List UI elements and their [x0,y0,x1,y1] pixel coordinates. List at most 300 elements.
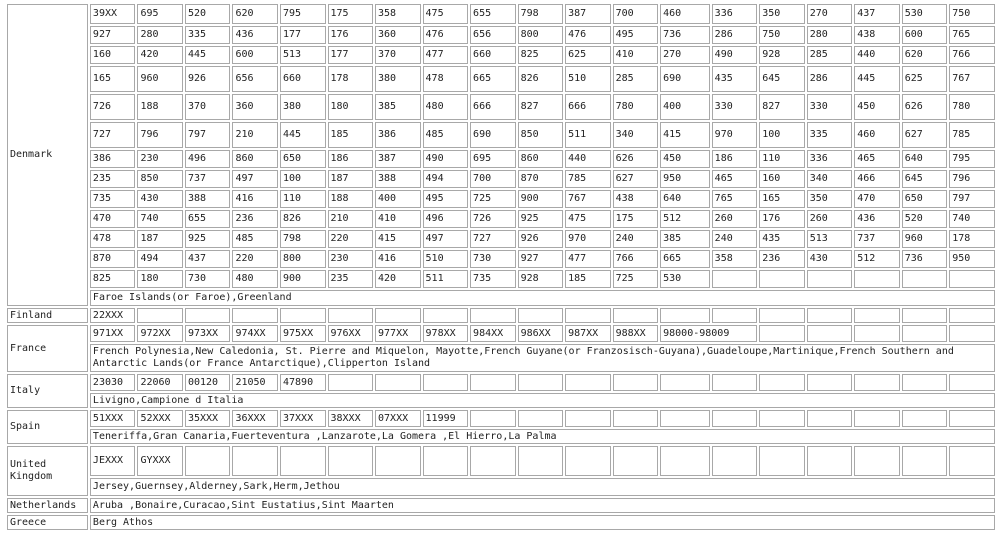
postal-code-cell: 870 [518,170,564,188]
postal-code-cell: 450 [854,94,900,120]
postal-code-cell: 490 [712,46,758,64]
postal-code-cell: 797 [949,190,995,208]
postal-code-cell: 740 [949,210,995,228]
postal-code-cell: 387 [375,150,421,168]
postal-code-cell: 410 [613,46,659,64]
postal-code-cell: 110 [280,190,326,208]
empty-cell [423,374,469,391]
empty-cell [902,446,948,476]
table-row [7,325,995,342]
postal-code-cell: 220 [328,230,374,248]
postal-code-cell: 626 [613,150,659,168]
empty-cell [759,308,805,323]
postal-code-cell: 727 [90,122,136,148]
empty-cell [232,446,278,476]
postal-code-cell: 420 [375,270,421,288]
postal-code-cell: 973XX [185,325,231,342]
postal-code-cell: 490 [423,150,469,168]
postal-code-cell: 360 [232,94,278,120]
postal-code-cell: 620 [232,4,278,24]
postal-code-cell: 645 [902,170,948,188]
postal-code-cell: 210 [232,122,278,148]
postal-code-cell: 510 [565,66,611,92]
empty-cell [423,446,469,476]
empty-cell [949,446,995,476]
postal-code-cell: 520 [185,4,231,24]
postal-code-cell: 970 [565,230,611,248]
empty-cell [660,374,710,391]
postal-code-cell: 987XX [565,325,611,342]
postal-code-cell: 650 [280,150,326,168]
postal-code-cell: 52XXX [137,410,183,427]
postal-code-cell: 380 [280,94,326,120]
empty-cell [854,374,900,391]
postal-code-cell: 270 [660,46,710,64]
table-row [7,270,995,288]
empty-cell [660,308,710,323]
empty-cell [375,374,421,391]
territory-list: French Polynesia,New Caledonia, St. Pierre and Miquelon, Mayotte,French Guyane(or Franzosisch-Guyana),Guadeloupe,Martinique,French Southern and Antarctic Lands(or France Antarctique),Clipperton Island [90,344,995,372]
postal-code-cell: 765 [712,190,758,208]
territory-row [7,498,995,513]
postal-code-cell: 478 [90,230,136,248]
empty-cell [232,308,278,323]
territory-row [7,478,995,496]
territory-row [7,515,995,530]
country-italy: Italy [7,374,88,408]
postal-code-cell: 665 [660,250,710,268]
table-row [7,308,995,323]
postal-code-cell: 512 [660,210,710,228]
empty-cell [470,374,516,391]
postal-code-cell: 330 [807,94,853,120]
postal-code-cell: 730 [470,250,516,268]
postal-code-cell: 796 [137,122,183,148]
empty-cell [518,410,564,427]
postal-code-cell: 460 [660,4,710,24]
postal-code-cell: 485 [232,230,278,248]
postal-code-cell: 726 [90,94,136,120]
postal-code-cell: 767 [565,190,611,208]
postal-code-cell: 850 [137,170,183,188]
postal-code-cell: 416 [232,190,278,208]
postal-code-cell: 420 [137,46,183,64]
table-row [7,446,995,476]
postal-code-cell: 640 [660,190,710,208]
empty-cell [949,308,995,323]
postal-code-cell: 767 [949,66,995,92]
postal-code-cell: 165 [759,190,805,208]
table-row [7,374,995,391]
postal-code-cell: 928 [759,46,805,64]
postal-code-cell: 110 [759,150,805,168]
territory-row [7,290,995,306]
postal-code-cell: 285 [613,66,659,92]
postal-code-cell: 700 [613,4,659,24]
empty-cell [660,410,710,427]
table-row [7,170,995,188]
postal-code-cell: 476 [423,26,469,44]
postal-code-cell: 38XXX [328,410,374,427]
postal-code-cell: 860 [232,150,278,168]
postal-code-cell: 188 [328,190,374,208]
postal-code-cell: 750 [759,26,805,44]
postal-code-cell: 210 [328,210,374,228]
postal-code-cell: 795 [949,150,995,168]
territory-list: Livigno,Campione d Italia [90,393,995,408]
empty-cell [949,374,995,391]
empty-cell [759,270,805,288]
empty-cell [902,270,948,288]
postal-code-cell: 927 [518,250,564,268]
postal-code-cell: 700 [470,170,516,188]
postal-code-cell: 798 [518,4,564,24]
postal-code-cell: 785 [565,170,611,188]
postal-code-cell: 780 [613,94,659,120]
empty-cell [949,270,995,288]
postal-code-cell: 280 [137,26,183,44]
postal-code-cell: 286 [712,26,758,44]
empty-cell [565,410,611,427]
postal-code-cell: 735 [470,270,516,288]
postal-code-cell: 665 [470,66,516,92]
postal-code-cell: 437 [854,4,900,24]
empty-cell [375,308,421,323]
postal-code-cell: 765 [949,26,995,44]
empty-cell [565,374,611,391]
postal-code-cell: 440 [854,46,900,64]
postal-code-cell: 496 [185,150,231,168]
postal-code-cell: 466 [854,170,900,188]
postal-code-cell: 495 [613,26,659,44]
postal-code-cell: 400 [375,190,421,208]
empty-cell [613,410,659,427]
postal-code-cell: 735 [90,190,136,208]
postal-code-cell: 978XX [423,325,469,342]
postal-code-cell: 974XX [232,325,278,342]
postal-code-cell: 335 [185,26,231,44]
table-row [7,26,995,44]
postal-code-cell: 494 [137,250,183,268]
postal-code-cell: 666 [565,94,611,120]
postal-code-cell: 660 [470,46,516,64]
postal-code-cell: 695 [137,4,183,24]
postal-code-cell: 385 [660,230,710,248]
postal-code-cell: 645 [759,66,805,92]
postal-code-cell: 436 [854,210,900,228]
postal-code-cell: 950 [660,170,710,188]
postal-code-cell: 235 [90,170,136,188]
postal-code-cell: 160 [90,46,136,64]
postal-code-cell: 21050 [232,374,278,391]
empty-cell [949,410,995,427]
empty-cell [328,308,374,323]
empty-cell [660,446,710,476]
postal-code-cell: 416 [375,250,421,268]
postal-code-cell: 666 [470,94,516,120]
empty-cell [328,374,374,391]
postal-code-cell: 175 [328,4,374,24]
empty-cell [854,308,900,323]
postal-code-cell: 870 [90,250,136,268]
postal-code-cell: 236 [232,210,278,228]
empty-cell [375,446,421,476]
postal-code-cell: 465 [712,170,758,188]
postal-code-cell: 350 [759,4,805,24]
empty-cell [759,446,805,476]
empty-cell [902,325,948,342]
empty-cell [328,446,374,476]
empty-cell [854,410,900,427]
postal-code-cell: 695 [470,150,516,168]
postal-code-cell: 497 [232,170,278,188]
postal-code-cell: 736 [660,26,710,44]
postal-code-cell: 415 [375,230,421,248]
postal-code-cell: 380 [375,66,421,92]
empty-cell [280,446,326,476]
postal-code-cell: 740 [137,210,183,228]
empty-cell [518,446,564,476]
postal-code-cell: 178 [328,66,374,92]
postal-code-cell: 655 [185,210,231,228]
table-row [7,94,995,120]
postal-code-cell: 655 [470,4,516,24]
postal-code-cell: 656 [232,66,278,92]
postal-code-cell: 511 [423,270,469,288]
postal-code-cell: 240 [613,230,659,248]
postal-code-cell: 470 [90,210,136,228]
postal-code-cell: 230 [328,250,374,268]
postal-code-cell: 470 [854,190,900,208]
empty-cell [759,410,805,427]
postal-code-cell: 385 [375,94,421,120]
postal-code-cell: 188 [137,94,183,120]
country-united-kingdom: United Kingdom [7,446,88,496]
empty-cell [712,308,758,323]
country-netherlands: Netherlands [7,498,88,513]
postal-code-cell: 976XX [328,325,374,342]
postal-code-cell: 280 [807,26,853,44]
empty-cell [185,308,231,323]
postal-code-cell: 236 [759,250,805,268]
postal-code-cell: 178 [949,230,995,248]
postal-code-cell: 510 [423,250,469,268]
empty-cell [759,325,805,342]
postal-code-cell: 926 [185,66,231,92]
postal-code-cell: 39XX [90,4,136,24]
empty-cell [902,374,948,391]
postal-code-cell: 925 [518,210,564,228]
postal-code-cell: 795 [280,4,326,24]
postal-code-cell: 100 [759,122,805,148]
country-greece: Greece [7,515,88,530]
postal-code-cell: 860 [518,150,564,168]
empty-cell [470,308,516,323]
empty-cell [137,308,183,323]
postal-code-cell: 440 [565,150,611,168]
empty-cell [470,446,516,476]
empty-cell [854,270,900,288]
empty-cell [712,374,758,391]
postal-code-cell: 497 [423,230,469,248]
postal-code-cell: 512 [854,250,900,268]
postal-code-cell: 387 [565,4,611,24]
table-row [7,122,995,148]
postal-code-cell: 386 [375,122,421,148]
postal-code-cell: 736 [902,250,948,268]
postal-code-cell: 925 [185,230,231,248]
postal-code-cell: 445 [280,122,326,148]
postal-code-cell: 750 [949,4,995,24]
postal-code-cell: 640 [902,150,948,168]
postal-code-cell: 358 [375,4,421,24]
postal-code-cell: 960 [902,230,948,248]
postal-code-cell: 400 [660,94,710,120]
postal-code-cell: 971XX [90,325,136,342]
postal-code-cell: 430 [807,250,853,268]
postal-code-cell: 438 [613,190,659,208]
empty-cell [807,446,853,476]
postal-code-cell: 975XX [280,325,326,342]
postal-code-cell: 656 [470,26,516,44]
postal-code-cell: 900 [280,270,326,288]
postal-code-cell: 336 [807,150,853,168]
postal-code-cell: 827 [518,94,564,120]
postal-code-cell: 926 [518,230,564,248]
postal-code-cell: 370 [375,46,421,64]
postal-code-cell: 900 [518,190,564,208]
postal-code-cell: 186 [328,150,374,168]
postal-code-cell: 827 [759,94,805,120]
postal-code-cell: 260 [807,210,853,228]
postal-code-cell: 180 [137,270,183,288]
postal-code-cell: 340 [613,122,659,148]
postal-code-cell: 436 [232,26,278,44]
postal-code-cell: 185 [328,122,374,148]
postal-code-cell: 11999 [423,410,469,427]
postal-code-cell: 475 [423,4,469,24]
postal-code-cell: 798 [280,230,326,248]
postal-code-cell: 797 [185,122,231,148]
empty-cell [712,270,758,288]
postal-code-cell: 988XX [613,325,659,342]
empty-cell [902,410,948,427]
postal-code-cell: 796 [949,170,995,188]
postal-code-cell: 388 [185,190,231,208]
postal-code-cell: 240 [712,230,758,248]
postal-code-cell: 438 [854,26,900,44]
territory-list: Faroe Islands(or Faroe),Greenland [90,290,995,306]
postal-code-cell: 415 [660,122,710,148]
postal-code-cell: 785 [949,122,995,148]
postal-code-cell: 690 [660,66,710,92]
table-row [7,66,995,92]
empty-cell [518,374,564,391]
postal-code-cell: 230 [137,150,183,168]
postal-code-cell: 520 [902,210,948,228]
postal-code-cell: 511 [565,122,611,148]
territory-list: Aruba ,Bonaire,Curacao,Sint Eustatius,Sint Maarten [90,498,995,513]
postal-code-cell: 495 [423,190,469,208]
empty-cell [854,325,900,342]
territory-list: Teneriffa,Gran Canaria,Fuerteventura ,Lanzarote,La Gomera ,El Hierro,La Palma [90,429,995,444]
postal-code-cell: 480 [423,94,469,120]
empty-cell [565,446,611,476]
postal-code-cell: 340 [807,170,853,188]
postal-code-cell: 430 [137,190,183,208]
postal-code-cell: 780 [949,94,995,120]
empty-cell [565,308,611,323]
postal-code-cell: 825 [518,46,564,64]
empty-cell [807,308,853,323]
postal-code-cell: 370 [185,94,231,120]
territory-row [7,429,995,444]
postal-code-cell: 984XX [470,325,516,342]
postal-code-cell: 360 [375,26,421,44]
postal-code-cell: 737 [185,170,231,188]
postal-code-cell: 187 [137,230,183,248]
table-row [7,250,995,268]
postal-code-cell: 627 [902,122,948,148]
postal-code-cell: 476 [565,26,611,44]
empty-cell [470,410,516,427]
postal-code-cell: 186 [712,150,758,168]
empty-cell [712,410,758,427]
postal-code-cell: 445 [854,66,900,92]
postal-code-cell: 176 [328,26,374,44]
postal-code-cell: JEXXX [90,446,136,476]
postal-code-cell: 175 [613,210,659,228]
postal-code-cell: 600 [902,26,948,44]
postal-code-cell: 465 [854,150,900,168]
empty-cell [185,446,231,476]
empty-cell [902,308,948,323]
postal-code-cell: 826 [518,66,564,92]
table-row [7,190,995,208]
postal-code-cell: 445 [185,46,231,64]
country-france: France [7,325,88,372]
empty-cell [949,325,995,342]
postal-code-cell: 737 [854,230,900,248]
empty-cell [807,325,853,342]
postal-code-cell: 494 [423,170,469,188]
postal-code-cell: 725 [613,270,659,288]
territory-list: Jersey,Guernsey,Alderney,Sark,Herm,Jethou [90,478,995,496]
postal-code-cell: 350 [807,190,853,208]
postal-code-cell: 625 [902,66,948,92]
postal-code-cell: 35XXX [185,410,231,427]
postal-code-cell: 725 [470,190,516,208]
empty-cell [280,308,326,323]
postal-code-cell: 477 [565,250,611,268]
postal-code-cell: GYXXX [137,446,183,476]
table-row [7,210,995,228]
postal-code-cell: 336 [712,4,758,24]
postal-code-cell: 98000-98009 [660,325,757,342]
postal-code-cell: 22XXX [90,308,136,323]
postal-code-cell: 800 [518,26,564,44]
postal-code-cell: 165 [90,66,136,92]
postal-code-cell: 530 [902,4,948,24]
postal-code-cell: 410 [375,210,421,228]
territory-row [7,344,995,372]
postal-code-cell: 160 [759,170,805,188]
postal-code-cell: 47890 [280,374,326,391]
postal-code-cell: 185 [565,270,611,288]
country-finland: Finland [7,308,88,323]
postal-code-cell: 51XXX [90,410,136,427]
postal-code-cell: 496 [423,210,469,228]
